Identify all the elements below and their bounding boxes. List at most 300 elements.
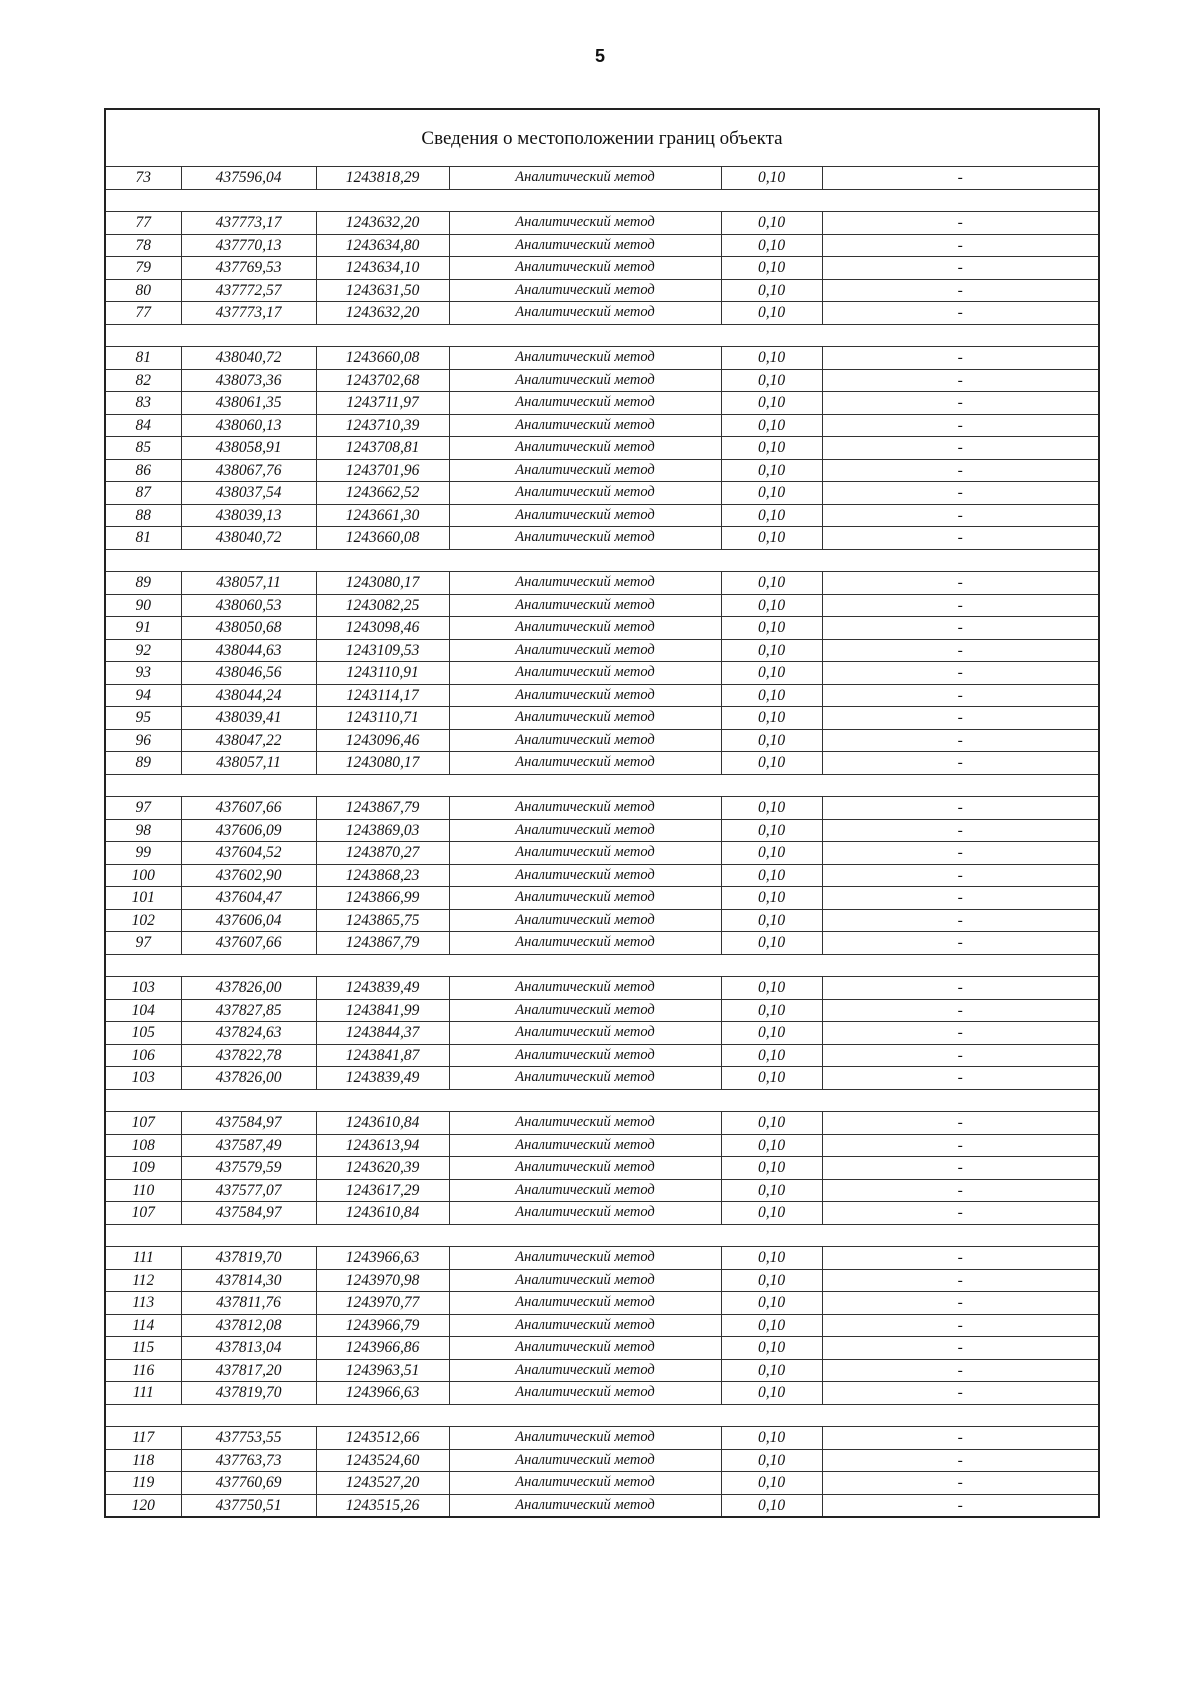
accuracy-cell: 0,10 (721, 369, 822, 392)
accuracy-cell: 0,10 (721, 392, 822, 415)
coord-x-cell: 437769,53 (181, 257, 316, 280)
coord-y-cell: 1243613,94 (316, 1134, 449, 1157)
accuracy-cell: 0,10 (721, 1494, 822, 1517)
point-number-cell: 77 (105, 302, 181, 325)
point-number-cell: 96 (105, 729, 181, 752)
table-row (105, 1179, 1099, 1202)
coord-x-cell: 437770,13 (181, 234, 316, 257)
coord-y-cell: 1243660,08 (316, 527, 449, 550)
coord-x-cell: 438067,76 (181, 459, 316, 482)
coord-y-cell: 1243841,99 (316, 999, 449, 1022)
method-cell: Аналитический метод (449, 414, 721, 437)
accuracy-cell: 0,10 (721, 1247, 822, 1270)
description-cell: - (822, 257, 1099, 280)
coord-y-cell: 1243634,80 (316, 234, 449, 257)
coord-y-cell: 1243098,46 (316, 617, 449, 640)
description-cell: - (822, 1044, 1099, 1067)
accuracy-cell: 0,10 (721, 1472, 822, 1495)
accuracy-cell: 0,10 (721, 572, 822, 595)
accuracy-cell: 0,10 (721, 662, 822, 685)
coord-y-cell: 1243524,60 (316, 1449, 449, 1472)
coord-x-cell: 437607,66 (181, 797, 316, 820)
accuracy-cell: 0,10 (721, 909, 822, 932)
accuracy-cell: 0,10 (721, 887, 822, 910)
point-number-cell: 100 (105, 864, 181, 887)
accuracy-cell: 0,10 (721, 1044, 822, 1067)
description-cell: - (822, 1382, 1099, 1405)
accuracy-cell: 0,10 (721, 1449, 822, 1472)
separator-cell (316, 954, 449, 977)
description-cell: - (822, 887, 1099, 910)
accuracy-cell: 0,10 (721, 842, 822, 865)
coord-x-cell: 437579,59 (181, 1157, 316, 1180)
point-number-cell: 79 (105, 257, 181, 280)
separator-cell (822, 549, 1099, 572)
coord-y-cell: 1243708,81 (316, 437, 449, 460)
accuracy-cell: 0,10 (721, 999, 822, 1022)
point-number-cell: 87 (105, 482, 181, 505)
table-row (105, 1314, 1099, 1337)
coord-x-cell: 437596,04 (181, 167, 316, 190)
method-cell: Аналитический метод (449, 257, 721, 280)
description-cell: - (822, 392, 1099, 415)
separator-cell (449, 954, 721, 977)
coord-x-cell: 438073,36 (181, 369, 316, 392)
coord-x-cell: 438044,63 (181, 639, 316, 662)
method-cell: Аналитический метод (449, 797, 721, 820)
table-row (105, 279, 1099, 302)
coord-x-cell: 437584,97 (181, 1112, 316, 1135)
point-number-cell: 119 (105, 1472, 181, 1495)
coord-y-cell: 1243966,86 (316, 1337, 449, 1360)
table-row (105, 819, 1099, 842)
separator-cell (181, 549, 316, 572)
coord-y-cell: 1243660,08 (316, 347, 449, 370)
point-number-cell: 82 (105, 369, 181, 392)
table-row (105, 1337, 1099, 1360)
separator-cell (822, 189, 1099, 212)
table-row (105, 1494, 1099, 1517)
method-cell: Аналитический метод (449, 504, 721, 527)
table-row (105, 1449, 1099, 1472)
coord-y-cell: 1243966,63 (316, 1382, 449, 1405)
method-cell: Аналитический метод (449, 1359, 721, 1382)
method-cell: Аналитический метод (449, 887, 721, 910)
coord-y-cell: 1243844,37 (316, 1022, 449, 1045)
accuracy-cell: 0,10 (721, 752, 822, 775)
method-cell: Аналитический метод (449, 617, 721, 640)
point-number-cell: 97 (105, 797, 181, 820)
coord-x-cell: 438039,41 (181, 707, 316, 730)
description-cell: - (822, 279, 1099, 302)
separator-cell (449, 1404, 721, 1427)
method-cell: Аналитический метод (449, 594, 721, 617)
description-cell: - (822, 729, 1099, 752)
accuracy-cell: 0,10 (721, 504, 822, 527)
table-row (105, 797, 1099, 820)
description-cell: - (822, 639, 1099, 662)
method-cell: Аналитический метод (449, 707, 721, 730)
method-cell: Аналитический метод (449, 302, 721, 325)
table-row (105, 977, 1099, 1000)
table-row (105, 414, 1099, 437)
table-row (105, 729, 1099, 752)
separator-cell (181, 1089, 316, 1112)
method-cell: Аналитический метод (449, 1044, 721, 1067)
accuracy-cell: 0,10 (721, 1112, 822, 1135)
point-number-cell: 105 (105, 1022, 181, 1045)
method-cell: Аналитический метод (449, 572, 721, 595)
coord-y-cell: 1243702,68 (316, 369, 449, 392)
coord-x-cell: 437587,49 (181, 1134, 316, 1157)
table-row (105, 347, 1099, 370)
coord-x-cell: 437812,08 (181, 1314, 316, 1337)
accuracy-cell: 0,10 (721, 302, 822, 325)
method-cell: Аналитический метод (449, 482, 721, 505)
point-number-cell: 117 (105, 1427, 181, 1450)
point-number-cell: 94 (105, 684, 181, 707)
description-cell: - (822, 1112, 1099, 1135)
method-cell: Аналитический метод (449, 1494, 721, 1517)
point-number-cell: 110 (105, 1179, 181, 1202)
method-cell: Аналитический метод (449, 1337, 721, 1360)
separator-cell (181, 1404, 316, 1427)
point-number-cell: 90 (105, 594, 181, 617)
coord-y-cell: 1243512,66 (316, 1427, 449, 1450)
separator-cell (449, 1089, 721, 1112)
method-cell: Аналитический метод (449, 459, 721, 482)
coord-x-cell: 437819,70 (181, 1382, 316, 1405)
table-row (105, 752, 1099, 775)
method-cell: Аналитический метод (449, 864, 721, 887)
table-row (105, 864, 1099, 887)
table-row (105, 1044, 1099, 1067)
point-number-cell: 107 (105, 1202, 181, 1225)
method-cell: Аналитический метод (449, 729, 721, 752)
accuracy-cell: 0,10 (721, 977, 822, 1000)
description-cell: - (822, 302, 1099, 325)
coord-x-cell: 437760,69 (181, 1472, 316, 1495)
accuracy-cell: 0,10 (721, 864, 822, 887)
coord-y-cell: 1243114,17 (316, 684, 449, 707)
coord-y-cell: 1243865,75 (316, 909, 449, 932)
accuracy-cell: 0,10 (721, 1359, 822, 1382)
point-number-cell: 78 (105, 234, 181, 257)
table-row (105, 302, 1099, 325)
point-number-cell: 103 (105, 1067, 181, 1090)
separator-cell (105, 1089, 181, 1112)
separator-cell (105, 774, 181, 797)
table-row (105, 459, 1099, 482)
table-row (105, 392, 1099, 415)
description-cell: - (822, 572, 1099, 595)
method-cell: Аналитический метод (449, 1179, 721, 1202)
coord-x-cell: 437817,20 (181, 1359, 316, 1382)
boundary-table (104, 108, 1100, 1518)
separator-cell (822, 774, 1099, 797)
coord-x-cell: 437827,85 (181, 999, 316, 1022)
description-cell: - (822, 459, 1099, 482)
description-cell: - (822, 504, 1099, 527)
accuracy-cell: 0,10 (721, 1157, 822, 1180)
coord-y-cell: 1243080,17 (316, 752, 449, 775)
separator-cell (316, 324, 449, 347)
description-cell: - (822, 1134, 1099, 1157)
point-number-cell: 86 (105, 459, 181, 482)
table-row (105, 707, 1099, 730)
table-row (105, 662, 1099, 685)
table-row (105, 617, 1099, 640)
point-number-cell: 89 (105, 572, 181, 595)
table-row (105, 639, 1099, 662)
point-number-cell: 116 (105, 1359, 181, 1382)
accuracy-cell: 0,10 (721, 459, 822, 482)
separator-cell (721, 954, 822, 977)
table-caption: Сведения о местоположении границ объекта (105, 109, 1099, 167)
coord-y-cell: 1243620,39 (316, 1157, 449, 1180)
separator-cell (822, 1089, 1099, 1112)
method-cell: Аналитический метод (449, 999, 721, 1022)
table-caption-row (105, 109, 1099, 167)
separator-cell (105, 954, 181, 977)
description-cell: - (822, 617, 1099, 640)
accuracy-cell: 0,10 (721, 1314, 822, 1337)
accuracy-cell: 0,10 (721, 684, 822, 707)
coord-y-cell: 1243515,26 (316, 1494, 449, 1517)
coord-y-cell: 1243711,97 (316, 392, 449, 415)
accuracy-cell: 0,10 (721, 819, 822, 842)
separator-cell (449, 324, 721, 347)
coord-x-cell: 437607,66 (181, 932, 316, 955)
coord-y-cell: 1243527,20 (316, 1472, 449, 1495)
table-row (105, 437, 1099, 460)
description-cell: - (822, 819, 1099, 842)
coord-x-cell: 438046,56 (181, 662, 316, 685)
separator-cell (105, 189, 181, 212)
table-row (105, 932, 1099, 955)
separator-cell (316, 1224, 449, 1247)
coord-y-cell: 1243082,25 (316, 594, 449, 617)
coord-x-cell: 438050,68 (181, 617, 316, 640)
description-cell: - (822, 1427, 1099, 1450)
accuracy-cell: 0,10 (721, 617, 822, 640)
coord-x-cell: 437773,17 (181, 212, 316, 235)
description-cell: - (822, 1449, 1099, 1472)
table-row (105, 1202, 1099, 1225)
table-row (105, 1247, 1099, 1270)
point-number-cell: 93 (105, 662, 181, 685)
coord-x-cell: 437822,78 (181, 1044, 316, 1067)
table-row (105, 527, 1099, 550)
separator-cell (105, 1224, 181, 1247)
coord-x-cell: 438060,13 (181, 414, 316, 437)
coord-y-cell: 1243610,84 (316, 1112, 449, 1135)
coord-y-cell: 1243631,50 (316, 279, 449, 302)
page-number: 5 (594, 46, 605, 66)
table-row (105, 684, 1099, 707)
point-number-cell: 73 (105, 167, 181, 190)
separator-cell (721, 324, 822, 347)
method-cell: Аналитический метод (449, 684, 721, 707)
coord-y-cell: 1243867,79 (316, 932, 449, 955)
coord-y-cell: 1243867,79 (316, 797, 449, 820)
method-cell: Аналитический метод (449, 1202, 721, 1225)
description-cell: - (822, 684, 1099, 707)
accuracy-cell: 0,10 (721, 167, 822, 190)
coord-x-cell: 437813,04 (181, 1337, 316, 1360)
accuracy-cell: 0,10 (721, 212, 822, 235)
coord-y-cell: 1243109,53 (316, 639, 449, 662)
description-cell: - (822, 1157, 1099, 1180)
point-number-cell: 108 (105, 1134, 181, 1157)
point-number-cell: 91 (105, 617, 181, 640)
method-cell: Аналитический метод (449, 1134, 721, 1157)
coord-y-cell: 1243110,91 (316, 662, 449, 685)
accuracy-cell: 0,10 (721, 594, 822, 617)
method-cell: Аналитический метод (449, 347, 721, 370)
coord-y-cell: 1243839,49 (316, 1067, 449, 1090)
point-number-cell: 101 (105, 887, 181, 910)
description-cell: - (822, 999, 1099, 1022)
point-number-cell: 83 (105, 392, 181, 415)
method-cell: Аналитический метод (449, 1022, 721, 1045)
coord-x-cell: 437814,30 (181, 1269, 316, 1292)
point-number-cell: 95 (105, 707, 181, 730)
method-cell: Аналитический метод (449, 369, 721, 392)
table-row (105, 1427, 1099, 1450)
method-cell: Аналитический метод (449, 1314, 721, 1337)
description-cell: - (822, 1022, 1099, 1045)
coord-y-cell: 1243632,20 (316, 302, 449, 325)
description-cell: - (822, 594, 1099, 617)
point-number-cell: 115 (105, 1337, 181, 1360)
accuracy-cell: 0,10 (721, 729, 822, 752)
method-cell: Аналитический метод (449, 1382, 721, 1405)
table-row (105, 1292, 1099, 1315)
coord-x-cell: 437826,00 (181, 1067, 316, 1090)
method-cell: Аналитический метод (449, 1067, 721, 1090)
coord-y-cell: 1243080,17 (316, 572, 449, 595)
description-cell: - (822, 977, 1099, 1000)
point-number-cell: 118 (105, 1449, 181, 1472)
point-number-cell: 84 (105, 414, 181, 437)
accuracy-cell: 0,10 (721, 1022, 822, 1045)
coord-y-cell: 1243634,10 (316, 257, 449, 280)
separator-cell (105, 324, 181, 347)
method-cell: Аналитический метод (449, 932, 721, 955)
coord-x-cell: 437811,76 (181, 1292, 316, 1315)
description-cell: - (822, 1337, 1099, 1360)
coord-y-cell: 1243818,29 (316, 167, 449, 190)
accuracy-cell: 0,10 (721, 1202, 822, 1225)
method-cell: Аналитический метод (449, 1292, 721, 1315)
coord-x-cell: 438039,13 (181, 504, 316, 527)
separator-cell (822, 954, 1099, 977)
separator-cell (105, 549, 181, 572)
accuracy-cell: 0,10 (721, 1179, 822, 1202)
coord-x-cell: 438037,54 (181, 482, 316, 505)
accuracy-cell: 0,10 (721, 482, 822, 505)
description-cell: - (822, 347, 1099, 370)
accuracy-cell: 0,10 (721, 1134, 822, 1157)
table-row (105, 369, 1099, 392)
separator-cell (822, 1224, 1099, 1247)
accuracy-cell: 0,10 (721, 257, 822, 280)
accuracy-cell: 0,10 (721, 932, 822, 955)
separator-cell (181, 324, 316, 347)
coord-x-cell: 437750,51 (181, 1494, 316, 1517)
coord-x-cell: 438057,11 (181, 572, 316, 595)
coord-y-cell: 1243868,23 (316, 864, 449, 887)
method-cell: Аналитический метод (449, 167, 721, 190)
coord-y-cell: 1243710,39 (316, 414, 449, 437)
coord-x-cell: 438044,24 (181, 684, 316, 707)
accuracy-cell: 0,10 (721, 707, 822, 730)
separator-cell (316, 189, 449, 212)
separator-cell (181, 1224, 316, 1247)
point-number-cell: 89 (105, 752, 181, 775)
separator-cell (721, 549, 822, 572)
description-cell: - (822, 662, 1099, 685)
separator-cell (316, 1404, 449, 1427)
accuracy-cell: 0,10 (721, 279, 822, 302)
coord-y-cell: 1243096,46 (316, 729, 449, 752)
description-cell: - (822, 752, 1099, 775)
coord-x-cell: 437577,07 (181, 1179, 316, 1202)
coord-x-cell: 437826,00 (181, 977, 316, 1000)
table-row (105, 1134, 1099, 1157)
accuracy-cell: 0,10 (721, 437, 822, 460)
coord-x-cell: 437604,52 (181, 842, 316, 865)
method-cell: Аналитический метод (449, 279, 721, 302)
group-separator-row (105, 1404, 1099, 1427)
coord-x-cell: 438058,91 (181, 437, 316, 460)
method-cell: Аналитический метод (449, 819, 721, 842)
coord-y-cell: 1243701,96 (316, 459, 449, 482)
table-row (105, 1157, 1099, 1180)
coord-y-cell: 1243869,03 (316, 819, 449, 842)
coord-y-cell: 1243110,71 (316, 707, 449, 730)
table-row (105, 594, 1099, 617)
coord-x-cell: 438047,22 (181, 729, 316, 752)
coord-y-cell: 1243870,27 (316, 842, 449, 865)
boundary-table-body (105, 109, 1099, 1517)
coord-x-cell: 438040,72 (181, 527, 316, 550)
point-number-cell: 99 (105, 842, 181, 865)
method-cell: Аналитический метод (449, 639, 721, 662)
method-cell: Аналитический метод (449, 1112, 721, 1135)
coord-x-cell: 437819,70 (181, 1247, 316, 1270)
method-cell: Аналитический метод (449, 1472, 721, 1495)
table-row (105, 1269, 1099, 1292)
group-separator-row (105, 189, 1099, 212)
accuracy-cell: 0,10 (721, 639, 822, 662)
coord-x-cell: 437602,90 (181, 864, 316, 887)
method-cell: Аналитический метод (449, 392, 721, 415)
coord-y-cell: 1243866,99 (316, 887, 449, 910)
group-separator-row (105, 324, 1099, 347)
method-cell: Аналитический метод (449, 212, 721, 235)
coord-y-cell: 1243661,30 (316, 504, 449, 527)
coord-x-cell: 437753,55 (181, 1427, 316, 1450)
point-number-cell: 113 (105, 1292, 181, 1315)
table-row (105, 1472, 1099, 1495)
method-cell: Аналитический метод (449, 662, 721, 685)
point-number-cell: 107 (105, 1112, 181, 1135)
table-row (105, 842, 1099, 865)
separator-cell (181, 189, 316, 212)
method-cell: Аналитический метод (449, 1157, 721, 1180)
